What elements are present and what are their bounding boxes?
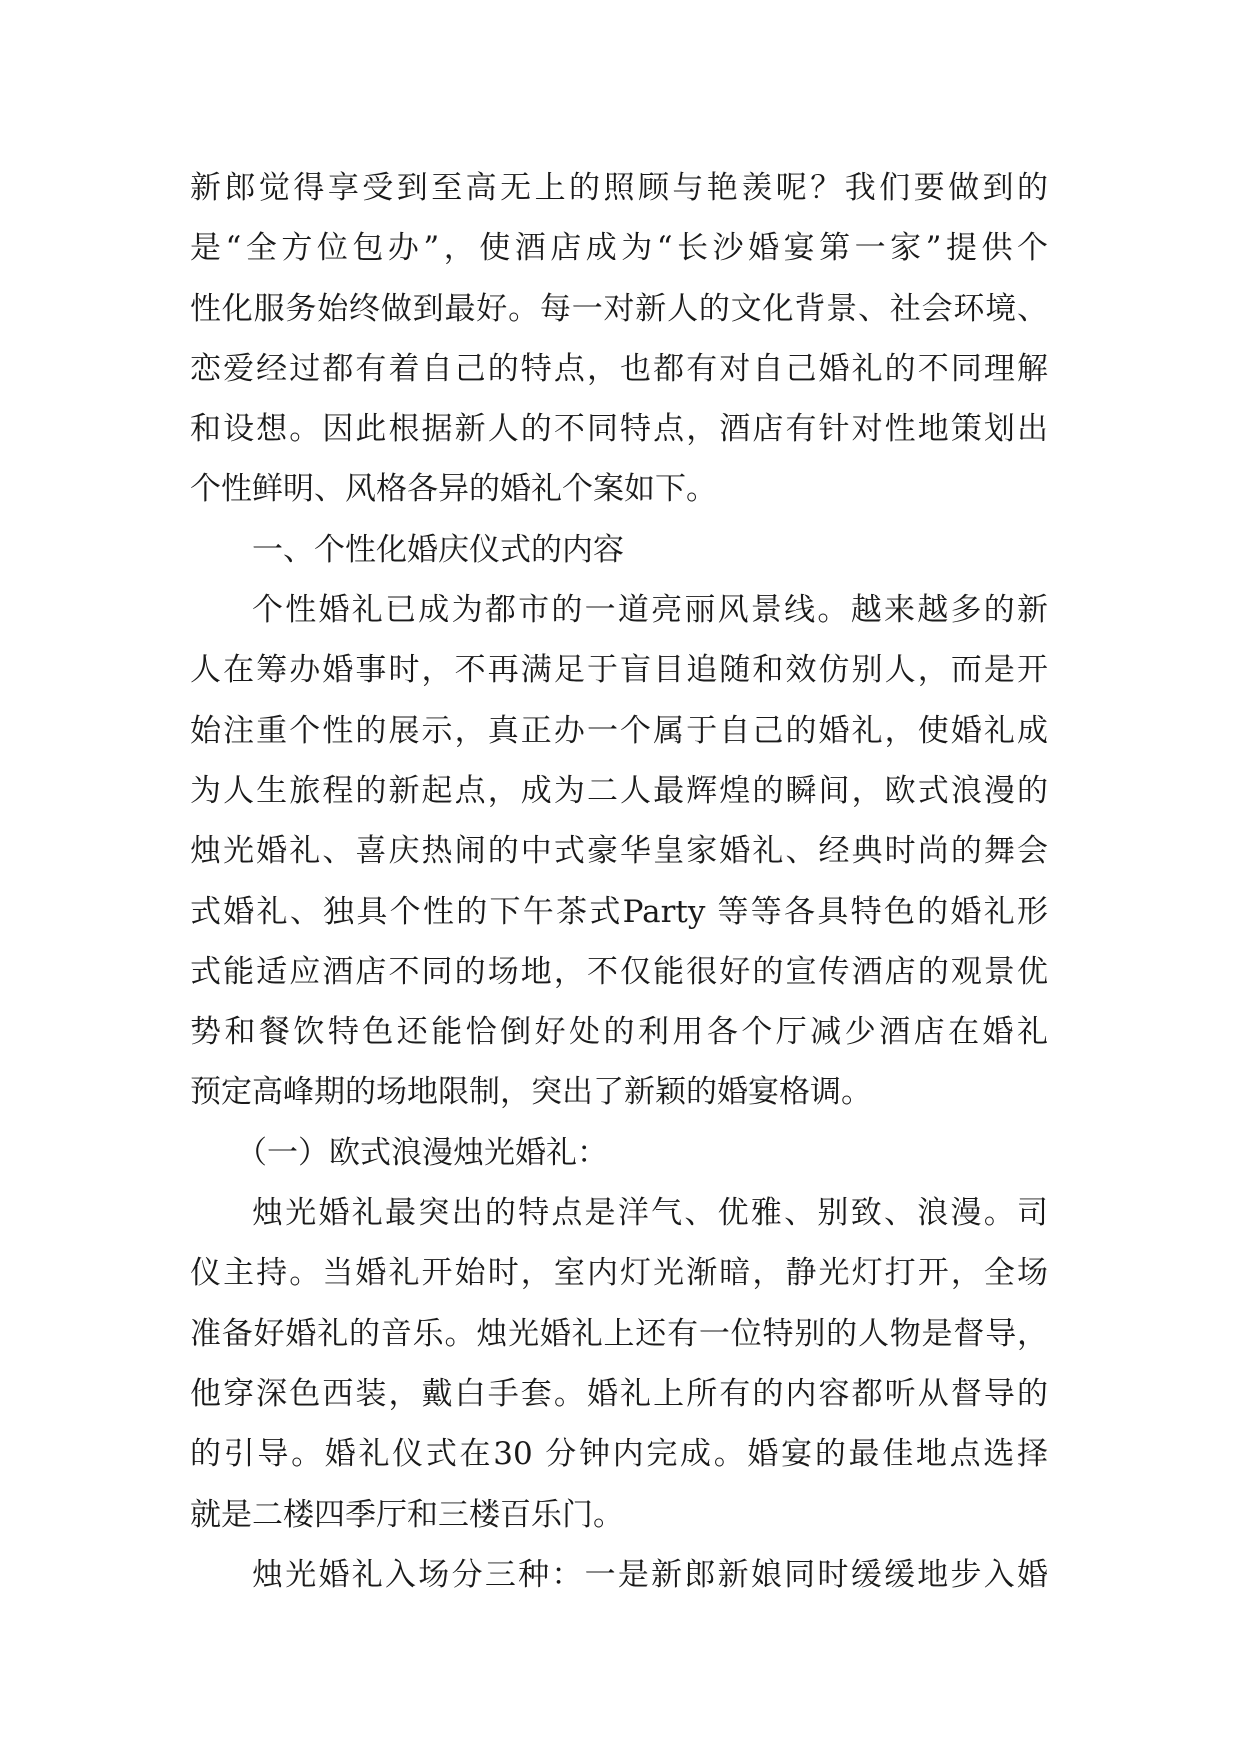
text-line: 他穿深色西装，戴白手套。婚礼上所有的内容都听从督导的 xyxy=(190,1375,1048,1412)
text-line: 烛光婚礼最突出的特点是洋气、优雅、别致、浪漫。司 xyxy=(252,1195,1048,1232)
text-line: 性化服务始终做到最好。每一对新人的文化背景、社会环境、 xyxy=(190,290,1048,327)
text-line: 的引导。婚礼仪式在30 分钟内完成。婚宴的最佳地点选择 xyxy=(190,1436,1048,1473)
text-line: 烛光婚礼、喜庆热闹的中式豪华皇家婚礼、经典时尚的舞会 xyxy=(190,833,1048,870)
text-line: 恋爱经过都有着自己的特点，也都有对自己婚礼的不同理解 xyxy=(190,350,1048,387)
text-line: 和设想。因此根据新人的不同特点，酒店有针对性地策划出 xyxy=(190,411,1048,448)
text-line: 预定高峰期的场地限制，突出了新颖的婚宴格调。 xyxy=(190,1074,872,1111)
text-line: 式婚礼、独具个性的下午茶式Party 等等各具特色的婚礼形 xyxy=(190,893,1048,930)
text-line: 势和餐饮特色还能恰倒好处的利用各个厅减少酒店在婚礼 xyxy=(190,1014,1048,1051)
text-line: 为人生旅程的新起点，成为二人最辉煌的瞬间，欧式浪漫的 xyxy=(190,772,1048,809)
text-line: 人在筹办婚事时，不再满足于盲目追随和效仿别人，而是开 xyxy=(190,652,1048,689)
text-line: 准备好婚礼的音乐。烛光婚礼上还有一位特别的人物是督导， xyxy=(190,1315,1048,1352)
text-line: 始注重个性的展示，真正办一个属于自己的婚礼，使婚礼成 xyxy=(190,712,1048,749)
text-line: 个性鲜明、风格各异的婚礼个案如下。 xyxy=(190,471,717,508)
text-line: 个性婚礼已成为都市的一道亮丽风景线。越来越多的新 xyxy=(252,592,1048,629)
text-line: 烛光婚礼入场分三种：一是新郎新娘同时缓缓地步入婚 xyxy=(252,1556,1048,1593)
text-line: 仪主持。当婚礼开始时，室内灯光渐暗，静光灯打开，全场 xyxy=(190,1255,1048,1292)
document-body xyxy=(190,158,1048,1605)
text-line: 式能适应酒店不同的场地，不仅能很好的宣传酒店的观景优 xyxy=(190,953,1048,990)
text-line: 是“全方位包办”，使酒店成为“长沙婚宴第一家”提供个 xyxy=(190,230,1048,267)
subsection-heading: （一）欧式浪漫烛光婚礼： xyxy=(236,1134,608,1171)
text-line: 新郎觉得享受到至高无上的照顾与艳羡呢？我们要做到的 xyxy=(190,170,1048,206)
text-line: 就是二楼四季厅和三楼百乐门。 xyxy=(190,1496,624,1533)
section-heading: 一、个性化婚庆仪式的内容 xyxy=(252,531,624,568)
